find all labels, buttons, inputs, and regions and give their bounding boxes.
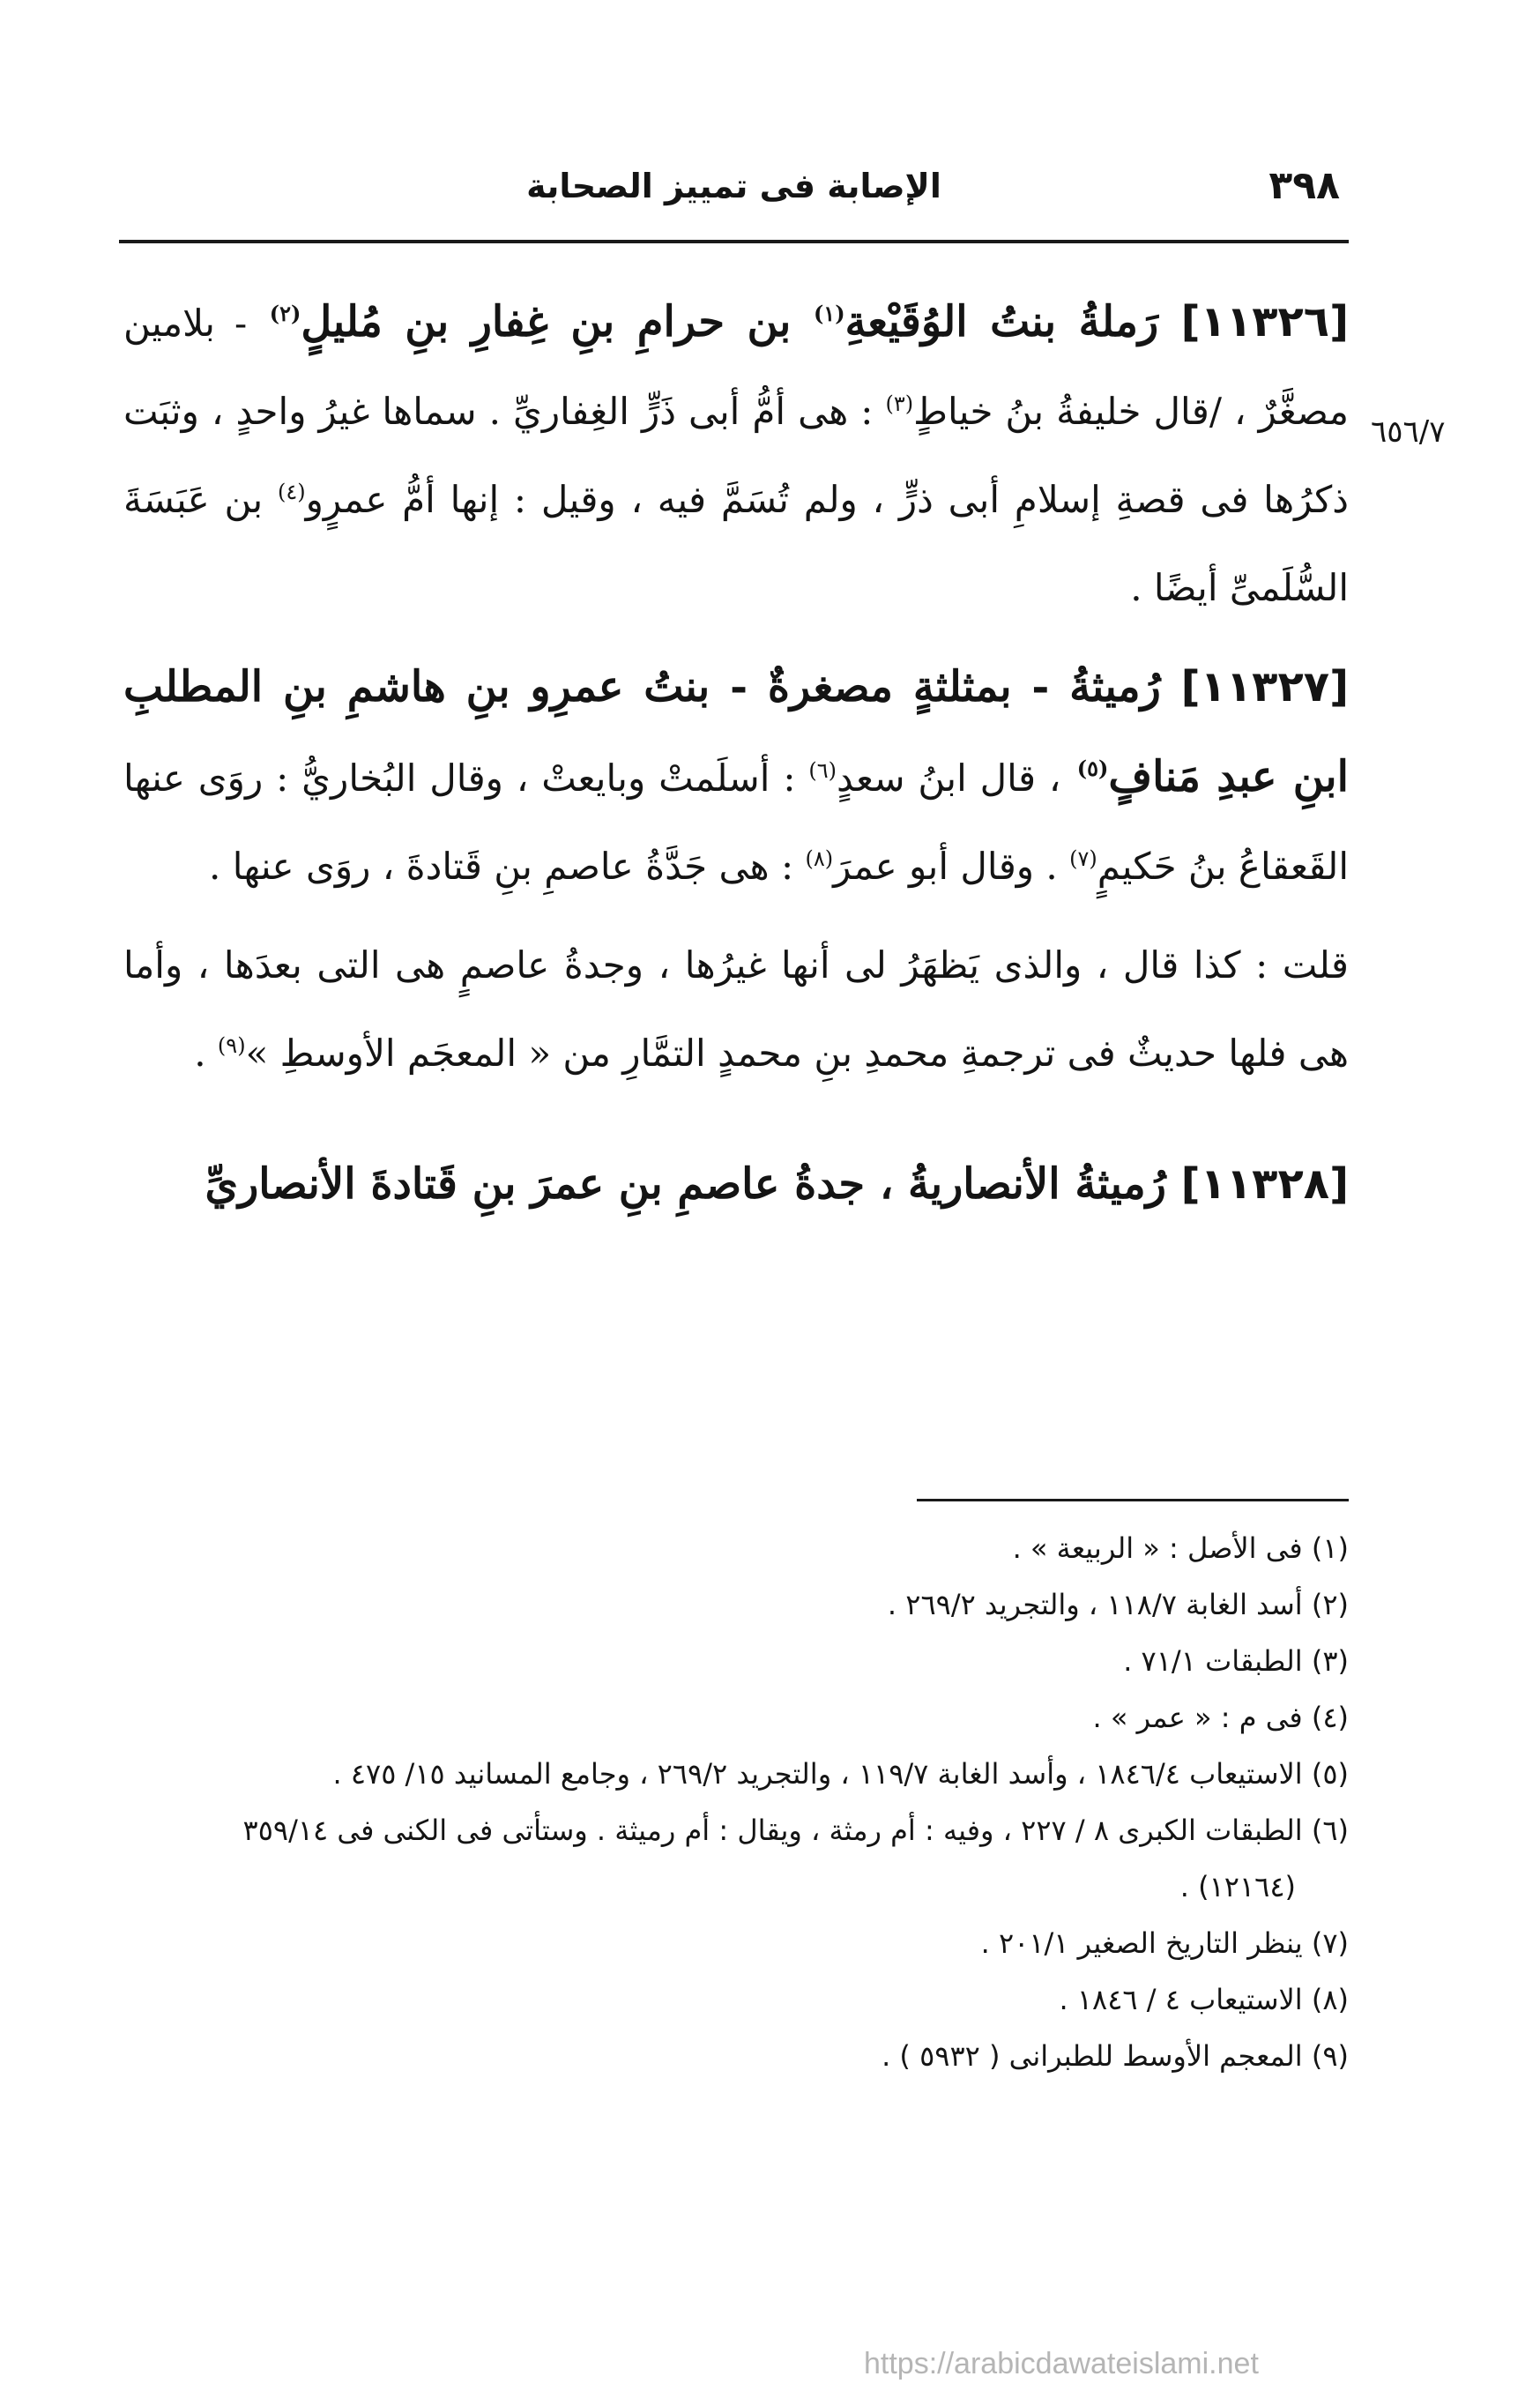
watermark-url: https://arabicdawateislami.net: [864, 2347, 1259, 2380]
entry-name-cont: بن حرامِ بنِ غِفارِ بنِ مُليلٍ: [301, 297, 792, 346]
entry-text: : هى أمُّ أبى ذَرٍّ الغِفاريِّ . سماها غيرُ واحدٍ ، وثبَت ذكرُها فى قصةِ إسلامِ أبى ذرٍّ ، ولم تُسَمَّ فيه ، وقيل : إنها أمُّ عمرٍو: [123, 390, 1349, 521]
entry-head: [247, 297, 1349, 346]
note-ref: (٨): [805, 846, 834, 871]
footnote: (٢) أسد الغابة ١١٨/٧ ، والتجريد ٢٦٩/٢ .: [887, 1588, 1349, 1621]
entry-text: : هى جَدَّةُ عاصمِ بنِ قَتادةَ ، روَى عنها .: [209, 845, 794, 888]
note-ref: (٢): [269, 301, 301, 326]
entry-text: . وقال أبو عمرَ: [833, 845, 1058, 888]
note-ref: (١): [813, 301, 845, 326]
footnote: (٣) الطبقات ٧١/١ .: [1123, 1644, 1349, 1678]
page-number: ٣٩٨: [1268, 163, 1340, 208]
note-ref: (٦): [808, 758, 837, 783]
footnote: (٥) الاستيعاب ١٨٤٦/٤ ، وأسد الغابة ١١٩/٧ ، والتجريد ٢٦٩/٢ ، وجامع المسانيد ١٥/ ٤٧٥ .: [332, 1757, 1349, 1791]
note-ref: (٧): [1069, 846, 1097, 871]
footnote: (٩) المعجم الأوسط للطبرانى ( ٥٩٣٢ ) .: [882, 2039, 1349, 2073]
note-ref: (٩): [217, 1033, 246, 1058]
remark-text: قلت : كذا قال ، والذى يَظهَرُ لى أنها غيرُها ، وجدةُ عاصمٍ هى التى بعدَها ، وأما هى فلها حديثٌ فى ترجمةِ محمدِ بنِ محمدٍ التمَّارِ من « المعجَم الأوسطِ »: [123, 943, 1349, 1075]
page-header: [119, 163, 1349, 225]
footnotes: [123, 1521, 1349, 2085]
entry-name: رُميثةُ - بمثلثةٍ مصغرةٌ - بنتُ عمرِو بنِ هاشمِ بنِ المطلبِ ابنِ عبدِ مَنافٍ: [123, 662, 1350, 801]
margin-reference: ٦٥٦/٧: [1371, 414, 1446, 450]
footnote: (٤) فى م : « عمر » .: [1092, 1701, 1349, 1734]
note-ref: (٤): [277, 480, 306, 504]
footnote: (٧) ينظر التاريخ الصغير ٢٠١/١ .: [980, 1926, 1349, 1960]
entry-text: ، قال ابنُ سعدٍ: [837, 756, 1061, 800]
footnote: (٦) الطبقات الكبرى ٨ / ٢٢٧ ، وفيه : أم رمثة ، ويقال : أم رميثة . وستأتى فى الكنى فى ٣٥٩/١٤: [242, 1814, 1349, 1847]
header-rule: [119, 240, 1349, 243]
entry-text: : أسلَمتْ وبايعتْ ، وقال البُخاريُّ : روَى عنها القَعقاعُ بنُ حَكيمٍ: [123, 756, 1349, 888]
entry-text: بن عَبَسَةَ السُّلَمىِّ أيضًا .: [123, 478, 1349, 609]
entry-text: - بلامين مصغَّرٌ ، /قال خليفةُ بنُ خياطٍ: [123, 302, 1349, 433]
note-ref: (٣): [885, 391, 914, 416]
footnote: (٨) الاستيعاب ٤ / ١٨٤٦ .: [1059, 1983, 1349, 2016]
entry-number: [١١٣٢٦]: [1180, 297, 1350, 346]
footnote: (١) فى الأصل : « الربيعة » .: [1012, 1531, 1349, 1565]
entry-name: رَملةُ بنتُ الوُقَيْعةِ: [844, 297, 1159, 346]
author-remark: [123, 921, 1349, 1098]
entry-11328: [123, 1140, 1349, 1228]
footnote-rule: [917, 1499, 1349, 1501]
main-text: [123, 278, 1349, 1270]
entry-name: رُميثةُ الأنصاريةُ ، جدةُ عاصمِ بنِ عمرَ بنِ قَتادةَ الأنصاريِّ: [205, 1159, 1166, 1209]
footnote-continuation: (١٢١٦٤) .: [1179, 1870, 1296, 1903]
entry-11327: [123, 643, 1349, 911]
remark-text-end: .: [194, 1032, 206, 1075]
entry-number: [١١٣٢٨]: [1180, 1159, 1349, 1209]
entry-number: [١١٣٢٧]: [1180, 662, 1349, 711]
running-title: الإصابة فى تمييز الصحابة: [526, 167, 941, 205]
note-ref: (٥): [1076, 756, 1109, 781]
entry-11326: [123, 278, 1349, 632]
